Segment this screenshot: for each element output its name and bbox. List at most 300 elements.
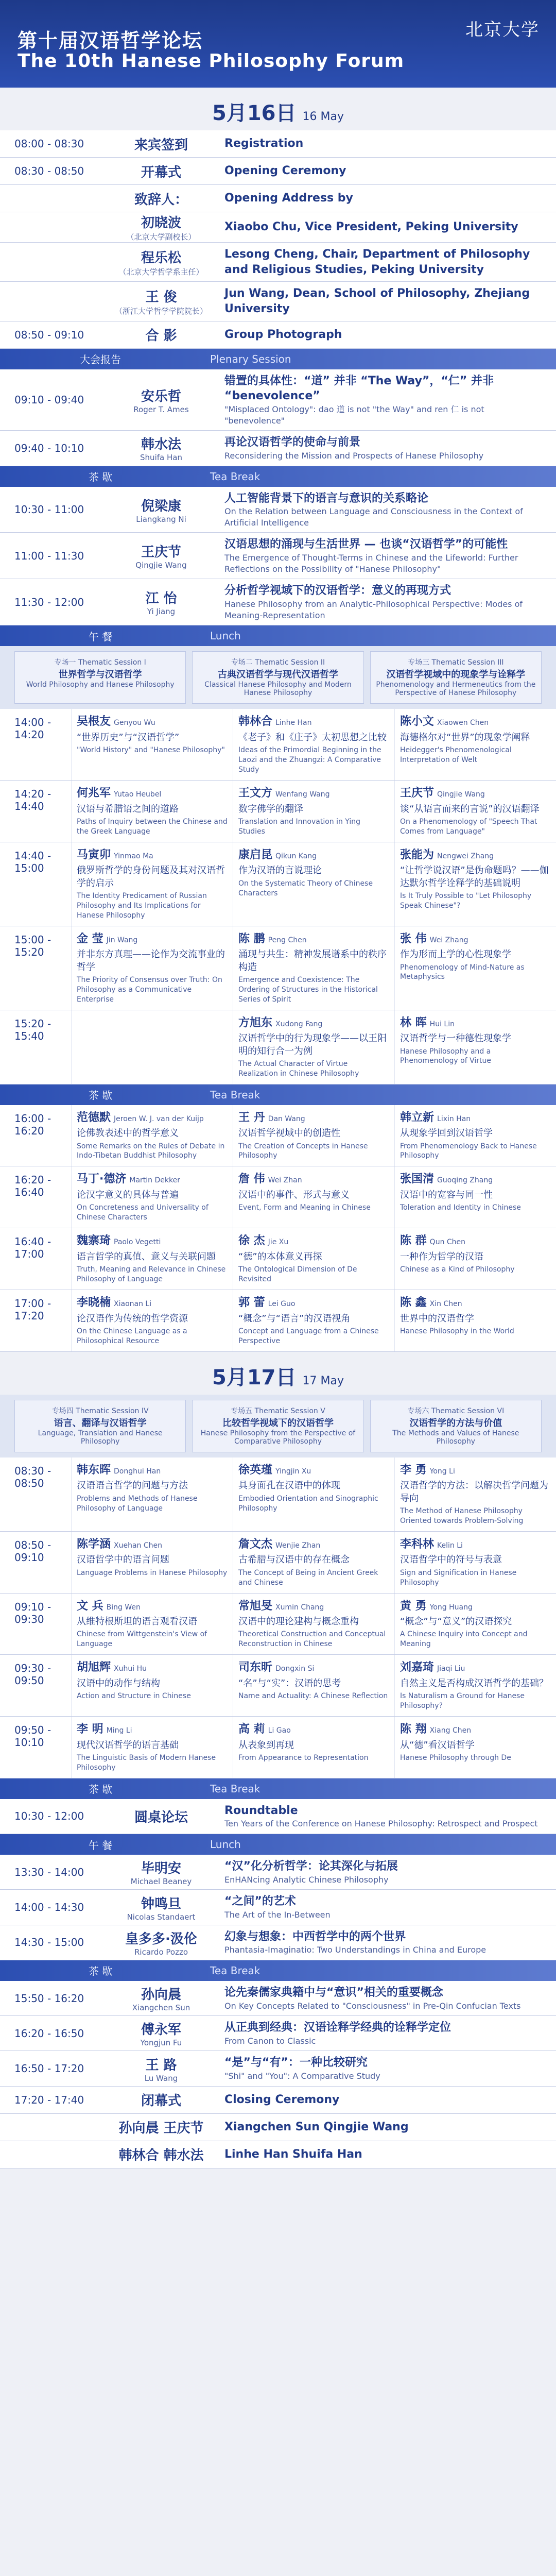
talk-title-en: A Chinese Inquiry into Concept and Meaning bbox=[400, 1630, 528, 1649]
talk-title-en: Truth, Meaning and Relevance in Chinese Philosophy of Language bbox=[77, 1265, 226, 1284]
description-main: 分析哲学视域下的汉语哲学：意义的再现方式 bbox=[224, 584, 451, 598]
talk-title: “概念”与“语言”的汉语视角 bbox=[238, 1313, 351, 1324]
talk-speaker: 吴根友 Genyou Wu bbox=[77, 715, 155, 728]
session-title: 世界哲学与汉语哲学 bbox=[58, 669, 142, 681]
talk-cell bbox=[71, 1228, 233, 1290]
talk-title-en: Paths of Inquiry between the Chinese and the Greek Language bbox=[77, 817, 228, 836]
speaker-name: 毕明安 Michael Beaney bbox=[107, 1858, 215, 1886]
speaker-affiliation: Xiangchen Sun bbox=[132, 2003, 190, 2013]
talk-speaker-en: Xuehan Chen bbox=[114, 1541, 163, 1550]
talk-title: 论汉字意义的具体与普遍 bbox=[77, 1190, 179, 1201]
description-main: 幻象与想象：中西哲学中的两个世界 bbox=[224, 1930, 406, 1943]
description-main: Opening Ceremony bbox=[224, 164, 346, 178]
talk-title-en: Hanese Philosophy and a Phenomenology of Virtue bbox=[400, 1047, 491, 1065]
talk-title-en: Name and Actuality: A Chinese Reflection bbox=[238, 1692, 388, 1701]
band-label-cn: 茶 歇 bbox=[88, 471, 113, 484]
forum-header bbox=[0, 0, 556, 88]
talk-speaker-en: Paolo Vegetti bbox=[114, 1238, 161, 1247]
talk-cell bbox=[233, 1458, 394, 1531]
parallel-time: 08:50 - 09:10 bbox=[14, 1538, 51, 1564]
talk-speaker: 张能为 Nengwei Zhang bbox=[400, 848, 494, 861]
speaker-name: 王庆节 Qingjie Wang bbox=[107, 541, 215, 570]
talk-title-en: On Concreteness and Universality of Chinese Characters bbox=[77, 1204, 208, 1222]
row-description bbox=[215, 1799, 556, 1834]
talk-speaker-en: Wenfang Wang bbox=[275, 790, 330, 799]
talk-cell bbox=[394, 1290, 556, 1351]
talk-title: “世界历史”与“汉语哲学” bbox=[77, 732, 180, 743]
talk-speaker-en: Wei Zhang bbox=[429, 936, 468, 944]
speaker-name: 开幕式 bbox=[141, 164, 181, 180]
schedule-row bbox=[0, 212, 556, 243]
description-main: Group Photograph bbox=[224, 328, 342, 341]
schedule-row bbox=[0, 1799, 556, 1834]
talk-title: “让哲学说汉语”是伪命题吗？——伽达默尔哲学诠释学的基础说明 bbox=[400, 865, 549, 889]
talk-title-en: Action and Structure in Chinese bbox=[77, 1692, 191, 1701]
talk-speaker: 詹文杰 Wenjie Zhan bbox=[238, 1537, 321, 1551]
talk-title: 论汉语作为传统的哲学资源 bbox=[77, 1313, 188, 1324]
talk-speaker: 康启昆 Qikun Kang bbox=[238, 848, 317, 861]
talk-speaker: 司东昕 Dongxin Si bbox=[238, 1661, 315, 1674]
talk-title-en: From Phenomenology Back to Hanese Philosophy bbox=[400, 1142, 537, 1160]
speaker-name: 初晓波 （北京大学副校长） bbox=[107, 212, 215, 242]
description-sub: The Emergence of Thought-Terms in Chinese and the Lifeworld: Further Reflections on the Possibility of "Hanese Philosophy" bbox=[224, 553, 518, 574]
talk-speaker: 陈 鹏 Peng Chen bbox=[238, 932, 307, 945]
talk-speaker-en: Yong Huang bbox=[429, 1603, 473, 1612]
schedule-row bbox=[0, 2051, 556, 2086]
schedule-row bbox=[0, 1890, 556, 1925]
description-main: Registration bbox=[224, 137, 304, 150]
session-number: 专场三 Thematic Session III bbox=[408, 658, 504, 667]
talk-title-en: "World History" and "Hanese Philosophy" bbox=[77, 746, 225, 755]
talk-speaker: 马丁·德济 Martin Dekker bbox=[77, 1173, 180, 1186]
parallel-time: 15:20 - 15:40 bbox=[14, 1017, 51, 1042]
parallel-time: 16:20 - 16:40 bbox=[14, 1174, 51, 1199]
talk-title: 古希腊与汉语中的存在概念 bbox=[238, 1554, 350, 1566]
talk-speaker: 范德默 Jeroen W. J. van der Kuijp bbox=[77, 1111, 204, 1124]
parallel-time: 15:00 - 15:20 bbox=[14, 933, 51, 958]
row-description bbox=[215, 369, 556, 431]
talk-title: 海德格尔对“世界”的现象学阐释 bbox=[400, 732, 530, 743]
talk-cell bbox=[71, 1655, 233, 1716]
talk-cell bbox=[233, 1166, 394, 1228]
parallel-time: 16:40 - 17:00 bbox=[14, 1235, 51, 1261]
talk-speaker-en: Dan Wang bbox=[268, 1114, 305, 1123]
talk-speaker: 高 莉 Li Gao bbox=[238, 1723, 291, 1736]
schedule-row bbox=[0, 369, 556, 431]
description-main: Opening Address by bbox=[224, 192, 353, 205]
talk-title: 作为形而上学的心性现象学 bbox=[400, 949, 511, 960]
speaker-affiliation: Liangkang Ni bbox=[136, 514, 186, 524]
talk-speaker-en: Kelin Li bbox=[437, 1541, 463, 1550]
day-title: 5月16日 16 May bbox=[212, 101, 344, 125]
session-headers bbox=[0, 1395, 556, 1458]
talk-title-en: On a Phenomenology of "Speech That Comes from Language" bbox=[400, 817, 537, 836]
talk-title: 自然主义是否构成汉语哲学的基础？ bbox=[400, 1677, 548, 1689]
talk-title: 谈“从语言而来的言说”的汉语翻译 bbox=[400, 803, 540, 815]
speaker-name: 钟鸣旦 Nicolas Standaert bbox=[107, 1893, 215, 1922]
parallel-time: 14:20 - 14:40 bbox=[14, 787, 51, 812]
row-description bbox=[215, 159, 556, 183]
parallel-time: 16:00 - 16:20 bbox=[14, 1112, 51, 1137]
talk-speaker-en: Ming Li bbox=[106, 1726, 132, 1735]
parallel-time: 17:00 - 17:20 bbox=[14, 1297, 51, 1322]
talk-title-en: Toleration and Identity in Chinese bbox=[400, 1204, 521, 1212]
band-label-cn: 大会报告 bbox=[80, 353, 121, 366]
talk-title: 从现象学回到汉语哲学 bbox=[400, 1128, 493, 1139]
talk-speaker-en: Jeroen W. J. van der Kuijp bbox=[114, 1114, 204, 1123]
parallel-row bbox=[0, 1228, 556, 1290]
section-band bbox=[0, 1960, 556, 1981]
talk-speaker: 王文方 Wenfang Wang bbox=[238, 786, 330, 800]
day-title: 5月17日 17 May bbox=[212, 1365, 344, 1389]
talk-speaker-en: Li Gao bbox=[268, 1726, 291, 1735]
parallel-row bbox=[0, 709, 556, 781]
speaker-name: 皇多多·汲伦 Ricardo Pozzo bbox=[107, 1928, 215, 1957]
talk-title-en: Concept and Language from a Chinese Perspective bbox=[238, 1327, 379, 1345]
talk-title: 俄罗斯哲学的身份问题及其对汉语哲学的启示 bbox=[77, 865, 225, 889]
talk-speaker: 陈学涵 Xuehan Chen bbox=[77, 1537, 163, 1551]
session-header bbox=[192, 1400, 363, 1452]
talk-speaker-en: Lei Guo bbox=[268, 1299, 296, 1308]
description-sub: Ten Years of the Conference on Hanese Philosophy: Retrospect and Prospect bbox=[224, 1819, 538, 1829]
forum-title-en: The 10th Hanese Philosophy Forum bbox=[18, 50, 405, 72]
talk-speaker-en: Xiaowen Chen bbox=[437, 719, 489, 727]
talk-cell bbox=[71, 1166, 233, 1228]
speaker-name: 闭幕式 bbox=[141, 2093, 181, 2109]
talk-title: 涌现与共生：精神发展谱系中的秩序构造 bbox=[238, 949, 387, 973]
description-main: 论先秦儒家典籍中与“意识”相关的重要概念 bbox=[224, 1986, 443, 1999]
talk-title: 现代汉语哲学的语言基础 bbox=[77, 1739, 179, 1751]
talk-speaker: 李晓楠 Xiaonan Li bbox=[77, 1296, 152, 1309]
talk-speaker: 徐 杰 Jie Xu bbox=[238, 1234, 289, 1248]
talk-title-en: Sign and Signification in Hanese Philosophy bbox=[400, 1568, 517, 1587]
section-band bbox=[0, 1834, 556, 1855]
session-title-en: Hanese Philosophy from the Perspective of Comparative Philosophy bbox=[200, 1429, 356, 1446]
speaker-name: 孙向晨 王庆节 bbox=[118, 2121, 204, 2137]
talk-speaker-en: Yingjin Xu bbox=[275, 1467, 311, 1476]
talk-speaker: 常旭旻 Xumin Chang bbox=[238, 1599, 324, 1613]
talk-cell bbox=[233, 781, 394, 842]
speaker-name: 安乐哲 Roger T. Ames bbox=[107, 386, 215, 414]
talk-speaker-en: Jiaqi Liu bbox=[437, 1665, 465, 1673]
talk-title: 数字佛学的翻译 bbox=[238, 803, 303, 815]
speaker-name: 孙向晨 Xiangchen Sun bbox=[107, 1984, 215, 2012]
session-header bbox=[370, 1400, 542, 1452]
talk-speaker: 胡旭辉 Xuhui Hu bbox=[77, 1661, 147, 1674]
program-content bbox=[0, 88, 556, 2168]
talk-title: 汉语哲学中的语言问题 bbox=[77, 1554, 169, 1566]
talk-cell bbox=[394, 1594, 556, 1655]
row-time: 09:10 - 09:40 bbox=[14, 394, 84, 406]
session-title: 语言、翻译与汉语哲学 bbox=[54, 1417, 147, 1429]
talk-cell bbox=[394, 1458, 556, 1531]
speaker-name: 倪梁康 Liangkang Ni bbox=[107, 496, 215, 524]
talk-speaker: 徐英瑾 Yingjin Xu bbox=[238, 1463, 311, 1477]
university-logo: 北京大学 bbox=[465, 20, 540, 40]
speaker-affiliation: Shuifa Han bbox=[140, 453, 182, 463]
talk-speaker: 文 兵 Bing Wen bbox=[77, 1599, 141, 1613]
talk-title-en: On the Chinese Language as a Philosophical Resource bbox=[77, 1327, 187, 1345]
talk-cell bbox=[71, 1010, 233, 1084]
talk-cell bbox=[71, 1532, 233, 1593]
talk-speaker: 林 晖 Hui Lin bbox=[400, 1016, 455, 1029]
talk-title: 汉语中的事件、形式与意义 bbox=[238, 1190, 350, 1201]
session-title-en: Phenomenology and Hermeneutics from the Perspective of Hanese Philosophy bbox=[376, 681, 536, 698]
row-description bbox=[215, 132, 556, 156]
talk-cell bbox=[394, 1228, 556, 1290]
talk-speaker-en: Hui Lin bbox=[429, 1020, 455, 1028]
speaker-name: 圆桌论坛 bbox=[134, 1809, 188, 1825]
talk-speaker: 何兆军 Yutao Heubel bbox=[77, 786, 162, 800]
talk-title: 论佛教表述中的哲学意义 bbox=[77, 1128, 179, 1139]
talk-title: 从维特根斯坦的语言观看汉语 bbox=[77, 1616, 197, 1628]
speaker-affiliation: Nicolas Standaert bbox=[127, 1912, 196, 1922]
talk-title-en: Hanese Philosophy through De bbox=[400, 1754, 511, 1762]
talk-speaker: 陈 翔 Xiang Chen bbox=[400, 1723, 472, 1736]
talk-speaker-en: Qikun Kang bbox=[275, 852, 317, 860]
parallel-row bbox=[0, 1532, 556, 1594]
talk-cell bbox=[233, 842, 394, 926]
description-sub: From Canon to Classic bbox=[224, 2036, 316, 2046]
schedule-row bbox=[0, 431, 556, 466]
talk-title-en: Heidegger's Phenomenological Interpretation of Welt bbox=[400, 746, 512, 765]
session-number: 专场六 Thematic Session VI bbox=[407, 1406, 505, 1415]
session-number: 专场四 Thematic Session IV bbox=[51, 1406, 149, 1415]
speaker-affiliation: Roger T. Ames bbox=[133, 404, 189, 414]
session-number: 专场二 Thematic Session II bbox=[231, 658, 325, 667]
speaker-affiliation: （北京大学副校长） bbox=[126, 232, 196, 242]
talk-title: “名”与“实”：汉语的思考 bbox=[238, 1677, 341, 1689]
row-time: 08:30 - 08:50 bbox=[14, 165, 84, 177]
session-title-en: The Methods and Values of Hanese Philosophy bbox=[392, 1429, 519, 1446]
row-time: 09:40 - 10:10 bbox=[14, 442, 84, 454]
description-main: Linhe Han Shuifa Han bbox=[224, 2147, 362, 2161]
talk-speaker: 马寅卯 Yinmao Ma bbox=[77, 848, 153, 861]
talk-cell bbox=[233, 1594, 394, 1655]
row-time: 11:30 - 12:00 bbox=[14, 596, 84, 608]
talk-speaker-en: Linhe Han bbox=[275, 719, 312, 727]
talk-cell bbox=[394, 926, 556, 1010]
talk-title: 作为汉语的言说理论 bbox=[238, 865, 322, 876]
talk-title: 并非东方真理——论作为交流事业的哲学 bbox=[77, 949, 225, 973]
talk-title-en: Translation and Innovation in Ying Studies bbox=[238, 817, 361, 836]
talk-cell bbox=[233, 1228, 394, 1290]
talk-speaker-en: Martin Dekker bbox=[129, 1176, 180, 1185]
parallel-time: 09:10 - 09:30 bbox=[14, 1600, 51, 1625]
talk-cell bbox=[71, 1594, 233, 1655]
row-description bbox=[215, 1981, 556, 2015]
talk-title-en: The Creation of Concepts in Hanese Philosophy bbox=[238, 1142, 368, 1160]
row-time: 10:30 - 12:00 bbox=[14, 1810, 84, 1823]
talk-title: “概念”与“意义”的汉语探究 bbox=[400, 1616, 512, 1628]
talk-cell bbox=[394, 1655, 556, 1716]
talk-title: 汉语哲学中的符号与表意 bbox=[400, 1554, 502, 1566]
description-sub: "Misplaced Ontology": dao 道 is not "the Way" and ren 仁 is not "benevolence" bbox=[224, 404, 484, 426]
talk-title-en: Theoretical Construction and Conceptual Reconstruction in Chinese bbox=[238, 1630, 386, 1649]
band-label-cn: 午 餐 bbox=[88, 1839, 113, 1852]
talk-cell bbox=[394, 781, 556, 842]
session-title-en: Language, Translation and Hanese Philosophy bbox=[38, 1429, 163, 1446]
talk-title-en: The Linguistic Basis of Modern Hanese Philosophy bbox=[77, 1754, 216, 1772]
talk-speaker-en: Xumin Chang bbox=[275, 1603, 324, 1612]
talk-title-en: The Actual Character of Virtue Realization in Chinese Philosophy bbox=[238, 1059, 359, 1078]
description-main: Jun Wang, Dean, School of Philosophy, Zhejiang University bbox=[224, 287, 530, 316]
session-headers bbox=[0, 646, 556, 709]
row-description bbox=[215, 1855, 556, 1889]
talk-cell bbox=[233, 1105, 394, 1166]
schedule-row bbox=[0, 2016, 556, 2051]
row-description bbox=[215, 1890, 556, 1924]
talk-speaker: 黄 勇 Yong Huang bbox=[400, 1599, 473, 1613]
session-header bbox=[370, 651, 542, 704]
talk-title-en: Embodied Orientation and Sinographic Philosophy bbox=[238, 1494, 378, 1513]
row-time: 11:00 - 11:30 bbox=[14, 549, 84, 562]
talk-speaker: 魏寨琦 Paolo Vegetti bbox=[77, 1234, 161, 1248]
talk-speaker: 陈 群 Qun Chen bbox=[400, 1234, 466, 1248]
schedule-row bbox=[0, 321, 556, 349]
schedule-row bbox=[0, 579, 556, 625]
parallel-time: 09:30 - 09:50 bbox=[14, 1662, 51, 1687]
parallel-row bbox=[0, 781, 556, 842]
talk-title: 汉语哲学中的行为现象学——以王阳明的知行合一为例 bbox=[238, 1033, 387, 1057]
session-title-en: Classical Hanese Philosophy and Modern Hanese Philosophy bbox=[204, 681, 352, 698]
talk-cell bbox=[71, 1105, 233, 1166]
schedule-row bbox=[0, 2114, 556, 2141]
description-main: “之间”的艺术 bbox=[224, 1895, 296, 1908]
parallel-row bbox=[0, 1717, 556, 1778]
schedule-row bbox=[0, 282, 556, 321]
talk-speaker: 李科林 Kelin Li bbox=[400, 1537, 463, 1551]
description-main: Xiaobo Chu, Vice President, Peking University bbox=[224, 221, 518, 234]
description-main: Roundtable bbox=[224, 1804, 298, 1817]
row-time: 08:00 - 08:30 bbox=[14, 138, 84, 150]
talk-cell bbox=[71, 926, 233, 1010]
band-label-en: Plenary Session bbox=[210, 352, 291, 365]
talk-speaker-en: Xudong Fang bbox=[275, 1020, 323, 1028]
talk-cell bbox=[394, 1166, 556, 1228]
talk-speaker-en: Qun Chen bbox=[429, 1238, 466, 1247]
talk-speaker: 方旭东 Xudong Fang bbox=[238, 1016, 323, 1029]
row-time: 16:50 - 17:20 bbox=[14, 2062, 84, 2075]
schedule-row bbox=[0, 487, 556, 533]
schedule-row bbox=[0, 1855, 556, 1890]
description-sub: EnHANcing Analytic Chinese Philosophy bbox=[224, 1874, 389, 1885]
section-band bbox=[0, 1084, 556, 1105]
talk-title-en: Ideas of the Primordial Beginning in the Laozi and the Zhuangzi: A Comparative Study bbox=[238, 746, 381, 774]
talk-cell bbox=[233, 926, 394, 1010]
talk-speaker: 张国清 Guoqing Zhang bbox=[400, 1173, 493, 1186]
row-description bbox=[215, 187, 556, 210]
parallel-row bbox=[0, 842, 556, 926]
section-band bbox=[0, 1778, 556, 1799]
talk-title-en: The Method of Hanese Philosophy Oriented towards Problem-Solving bbox=[400, 1506, 524, 1525]
schedule-row bbox=[0, 2087, 556, 2114]
talk-title-en: Emergence and Coexistence: The Ordering of Structures in the Historical Series of Spirit bbox=[238, 975, 378, 1004]
talk-speaker-en: Nengwei Zhang bbox=[437, 852, 494, 860]
talk-title: 汉语中的理论建构与概念重构 bbox=[238, 1616, 359, 1628]
band-label-cn: 茶 歇 bbox=[88, 1783, 113, 1796]
schedule-row bbox=[0, 1925, 556, 1960]
description-sub: Reconsidering the Mission and Prospects of Hanese Philosophy bbox=[224, 451, 484, 461]
talk-cell bbox=[71, 1458, 233, 1531]
talk-speaker: 郭 蕾 Lei Guo bbox=[238, 1296, 296, 1309]
talk-speaker-en: Jin Wang bbox=[106, 936, 138, 944]
parallel-row bbox=[0, 1458, 556, 1532]
talk-speaker-en: Yong Li bbox=[429, 1467, 455, 1476]
talk-title: 《老子》和《庄子》太初思想之比较 bbox=[238, 732, 387, 743]
talk-cell bbox=[394, 1532, 556, 1593]
talk-title: 汉语哲学的方法：以解决哲学问题为导向 bbox=[400, 1480, 548, 1504]
description-sub: "Shi" and "You": A Comparative Study bbox=[224, 2071, 380, 2081]
speaker-affiliation: （北京大学哲学系主任） bbox=[118, 267, 204, 277]
talk-title: 世界中的汉语哲学 bbox=[400, 1313, 474, 1324]
talk-speaker-en: Wei Zhan bbox=[268, 1176, 302, 1185]
row-time: 10:30 - 11:00 bbox=[14, 503, 84, 516]
talk-speaker-en: Qingjie Wang bbox=[437, 790, 485, 799]
parallel-row bbox=[0, 926, 556, 1010]
talk-title: 一种作为哲学的汉语 bbox=[400, 1251, 483, 1262]
description-sub: On Key Concepts Related to "Consciousness" in Pre-Qin Confucian Texts bbox=[224, 2001, 521, 2011]
row-time: 15:50 - 16:20 bbox=[14, 1992, 84, 2005]
talk-speaker-en: Genyou Wu bbox=[114, 719, 155, 727]
talk-cell bbox=[233, 1532, 394, 1593]
speaker-affiliation: Lu Wang bbox=[144, 2073, 178, 2083]
talk-title-en: Is It Truly Possible to "Let Philosophy Speak Chinese"? bbox=[400, 891, 532, 910]
speaker-name: 傅永军 Yongjun Fu bbox=[107, 2019, 215, 2047]
talk-speaker-en: Lixin Han bbox=[437, 1114, 471, 1123]
parallel-time: 09:50 - 10:10 bbox=[14, 1724, 51, 1749]
speaker-name: 韩水法 Shuifa Han bbox=[107, 434, 215, 462]
speaker-affiliation: （浙江大学哲学学院院长） bbox=[114, 307, 207, 316]
talk-title-en: The Priority of Consensus over Truth: On Philosophy as a Communicative Enterprise bbox=[77, 975, 222, 1004]
section-band bbox=[0, 625, 556, 646]
session-number: 专场一 Thematic Session I bbox=[54, 658, 146, 667]
band-label-en: Lunch bbox=[210, 1838, 241, 1851]
talk-speaker-en: Xuhui Hu bbox=[114, 1665, 147, 1673]
band-label-en: Tea Break bbox=[210, 1782, 260, 1795]
row-description bbox=[215, 2088, 556, 2112]
band-label-cn: 茶 歇 bbox=[88, 1089, 113, 1102]
description-main: Xiangchen Sun Qingjie Wang bbox=[224, 2120, 409, 2133]
row-time: 13:30 - 14:00 bbox=[14, 1866, 84, 1878]
schedule-row bbox=[0, 185, 556, 212]
row-description bbox=[215, 2016, 556, 2050]
talk-speaker-en: Bing Wen bbox=[106, 1603, 141, 1612]
band-label-en: Tea Break bbox=[210, 470, 260, 483]
description-main: Closing Ceremony bbox=[224, 2093, 340, 2106]
talk-title-en: Phenomenology of Mind-Nature as Metaphysics bbox=[400, 963, 525, 981]
talk-title: 汉语与希腊语之间的道路 bbox=[77, 803, 179, 815]
talk-speaker: 刘嘉琦 Jiaqi Liu bbox=[400, 1661, 465, 1674]
schedule-row bbox=[0, 243, 556, 282]
speaker-affiliation: Yi Jiang bbox=[147, 607, 176, 617]
talk-speaker-en: Donghui Han bbox=[114, 1467, 161, 1476]
speaker-name: 合 影 bbox=[145, 328, 177, 344]
talk-title-en: Event, Form and Meaning in Chinese bbox=[238, 1204, 371, 1212]
talk-speaker: 张 伟 Wei Zhang bbox=[400, 932, 468, 945]
talk-title-en: The Identity Predicament of Russian Philosophy and Its Implications for Hanese Philosophy bbox=[77, 891, 207, 920]
talk-title: 汉语哲学与一种德性现象学 bbox=[400, 1033, 511, 1044]
parallel-time: 08:30 - 08:50 bbox=[14, 1464, 51, 1489]
forum-title-cn: 第十届汉语哲学论坛 bbox=[18, 29, 203, 52]
talk-cell bbox=[394, 842, 556, 926]
talk-cell bbox=[71, 842, 233, 926]
talk-title: 语言哲学的真值、意义与关联问题 bbox=[77, 1251, 216, 1262]
session-title: 汉语哲学的方法与价值 bbox=[409, 1417, 502, 1429]
talk-cell bbox=[233, 1290, 394, 1351]
speaker-affiliation: Qingjie Wang bbox=[135, 561, 187, 570]
row-description bbox=[215, 487, 556, 533]
